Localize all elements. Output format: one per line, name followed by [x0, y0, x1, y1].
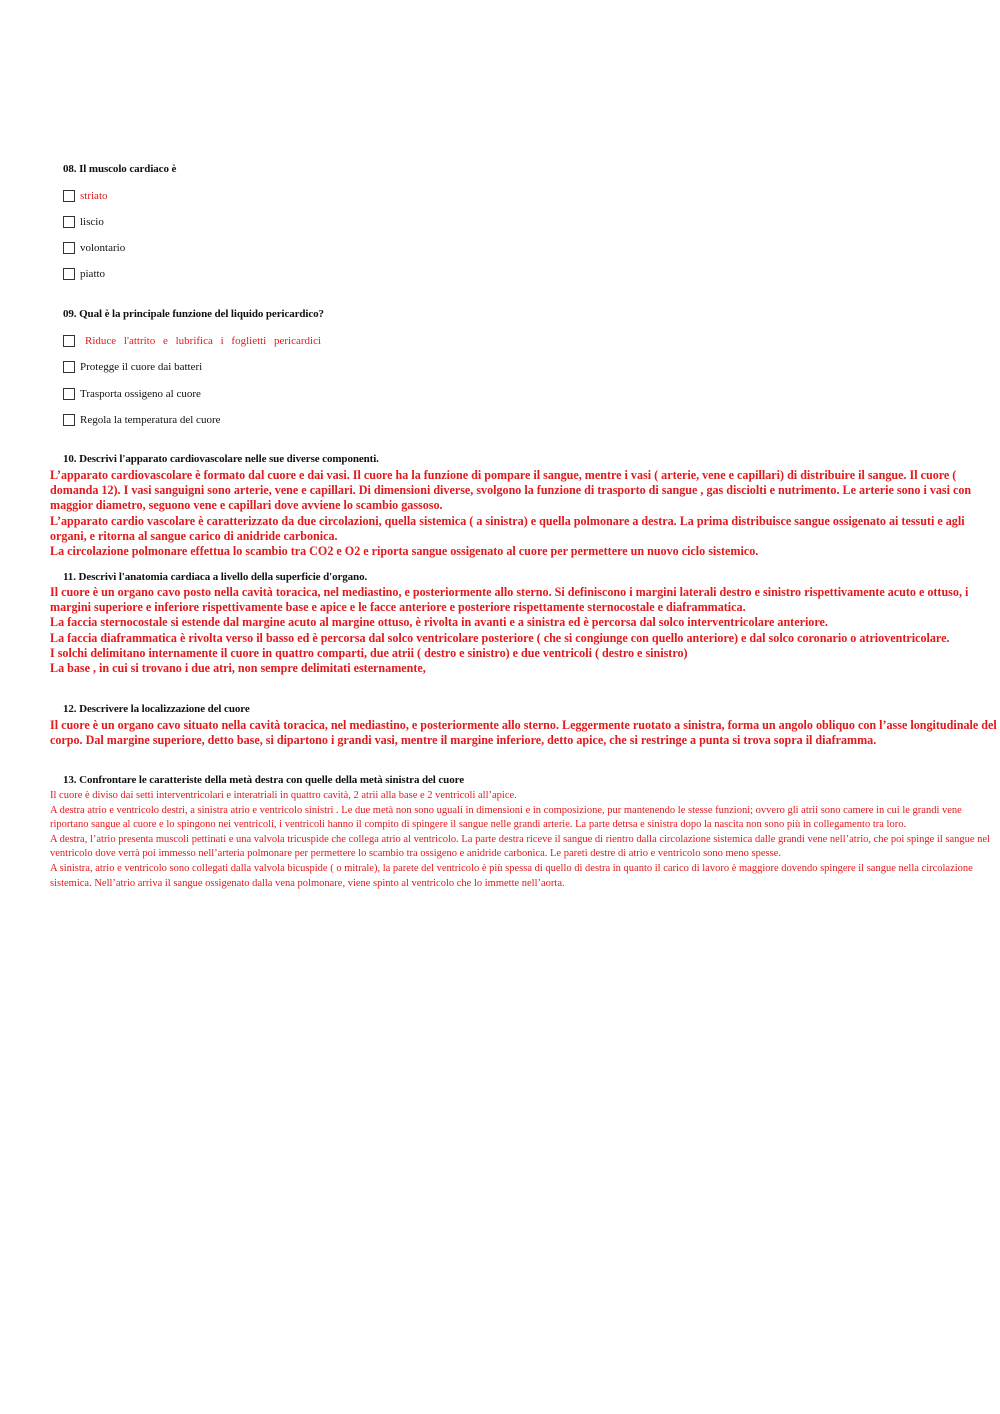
question-09-title: 09. Qual è la principale funzione del liquido pericardico?: [63, 308, 324, 320]
checkbox[interactable]: [63, 242, 75, 254]
option-label: striato: [80, 189, 108, 202]
checkbox[interactable]: [63, 190, 75, 202]
option-label: piatto: [80, 267, 106, 280]
answer-paragraph: A sinistra, atrio e ventricolo sono collegati dalla valvola bicuspide ( o mitrale), la parete del ventricolo è più spessa di quello di destra in quanto il carico di lavoro è maggiore dovendo spingere il sangue nella circolazione sistemica. Nell’atrio arriva il sangue ossigenato dalla vena polmonare, viene spinto al ventricolo che lo immette nell’aorta.: [50, 862, 973, 889]
option-label: volontario: [80, 241, 126, 254]
q8-option-piatto[interactable]: [63, 266, 105, 281]
checkbox[interactable]: [63, 335, 75, 347]
answer-paragraph: La circolazione polmonare effettua lo scambio tra CO2 e O2 e riporta sangue ossigenato al cuore per permettere un nuovo ciclo sistemico.: [50, 544, 759, 559]
option-label: Riduce l'attrito e lubrifica i foglietti pericardici: [85, 334, 322, 347]
q8-option-liscio[interactable]: [63, 214, 104, 229]
question-08-title: 08. Il muscolo cardiaco è: [63, 163, 177, 175]
answer-paragraph: Il cuore è diviso dai setti interventricolari e interatriali in quattro cavità, 2 atrii alla base e 2 ventricoli all’apice.: [50, 790, 517, 801]
option-label: liscio: [80, 215, 104, 228]
question-10-title: 10. Descrivi l'apparato cardiovascolare nelle sue diverse componenti.: [63, 453, 379, 465]
answer-12: [50, 718, 998, 748]
answer-paragraph: I solchi delimitano internamente il cuore in quattro comparti, due atrii ( destro e sinistro) e due ventricoli ( destro e sinistro): [50, 645, 688, 660]
answer-paragraph: La faccia sternocostale si estende dal margine acuto al margine ottuso, è rivolta in avanti e a sinistra ed è percorsa dal solco interventricolare anteriore.: [50, 615, 828, 630]
question-12-title: 12. Descrivere la localizzazione del cuore: [63, 703, 250, 715]
answer-paragraph: A destra, l’atrio presenta muscoli pettinati e una valvola tricuspide che collega atrio al ventricolo. La parte destra riceve il sangue di rientro dalla circolazione sistemica dalle grandi vene nell’atrio, che poi spinge il sangue nel ventricolo dove verrà poi immesso nell’arteria polmonare per permettere lo scambio tra ossigeno e anidride carbonica. Le pareti destre di atrio e ventricolo sono meno spesse.: [50, 833, 990, 860]
answer-paragraph: A destra atrio e ventricolo destri, a sinistra atrio e ventricolo sinistri . Le due metà non sono uguali in dimensioni e in composizione, pur mantenendo le stesse funzioni; ovvero gli atrii sono camere in cui le grandi vene riportano sangue al cuore e lo spingono nei ventricoli, i ventricoli hanno il compito di spingere il sangue nelle grandi arterie. La parte detrsa e sinistra dopo la nascita non sono più in collegamento tra loro.: [50, 804, 962, 831]
checkbox[interactable]: [63, 268, 75, 280]
checkbox[interactable]: [63, 388, 75, 400]
answer-paragraph: Il cuore è un organo cavo situato nella cavità toracica, nel mediastino, e posteriormente allo sterno. Leggermente ruotato a sinistra, forma un angolo obliquo con l’asse longitudinale del corpo. Dal margine superiore, detto base, si dipartono i grandi vasi, mentre il margine inferiore, detto apice, che si restringe a punta si trova sopra il diaframma.: [50, 718, 997, 748]
q9-option-protegge[interactable]: [63, 359, 202, 374]
option-label: Trasporta ossigeno al cuore: [80, 387, 201, 400]
answer-10: [50, 468, 998, 559]
answer-paragraph: Il cuore è un organo cavo posto nella cavità toracica, nel mediastino, e posteriormente allo sterno. Si definiscono i margini laterali destro e sinistro rispettivamente acuto e ottuso, i margini superiore e inferiore rispettivamente base e apice e le facce anteriore e posteriore rispettamente sternocostale e diaframmatica.: [50, 585, 969, 615]
option-label: Protegge il cuore dai batteri: [80, 360, 203, 373]
answer-11: [50, 585, 998, 676]
question-13-title: 13. Confrontare le caratteriste della metà destra con quelle della metà sinistra del cuore: [63, 774, 464, 786]
q9-option-trasporta[interactable]: [63, 386, 201, 401]
q8-option-volontario[interactable]: [63, 240, 125, 255]
q9-option-regola[interactable]: [63, 412, 221, 427]
option-label: Regola la temperatura del cuore: [80, 413, 221, 426]
answer-paragraph: L’apparato cardio vascolare è caratterizzato da due circolazioni, quella sistemica ( a sinistra) e quella polmonare a destra. La prima distribuisce sangue ossigenato ai tessuti e agli organi, e ritorna al sangue carico di anidride carbonica.: [50, 513, 965, 543]
q9-option-riduce-attrito[interactable]: [63, 333, 321, 348]
answer-13: [50, 789, 998, 891]
q8-option-striato[interactable]: [63, 188, 108, 203]
checkbox[interactable]: [63, 414, 75, 426]
answer-paragraph: L’apparato cardiovascolare è formato dal cuore e dai vasi. Il cuore ha la funzione di pompare il sangue, mentre i vasi ( arterie, vene e capillari) di distribuire il sangue. Il cuore ( domanda 12). I vasi sanguigni sono arterie, vene e capillari. Di dimensioni diverse, svolgono la funzione di trasporto di sangue , gas disciolti e nutrimento. Le arterie sono i vasi con maggior diametro, seguono vene e capillari dove avviene lo scambio gassoso.: [50, 468, 972, 513]
checkbox[interactable]: [63, 361, 75, 373]
answer-paragraph: La faccia diaframmatica è rivolta verso il basso ed è percorsa dal solco ventricolare posteriore ( che si congiunge con quello anteriore) e dal solco coronario o atrioventricolare.: [50, 630, 950, 645]
answer-paragraph: La base , in cui si trovano i due atri, non sempre delimitati esternamente,: [50, 661, 426, 676]
question-11-title: 11. Descrivi l'anatomia cardiaca a livello della superficie d'organo.: [63, 571, 368, 583]
checkbox[interactable]: [63, 216, 75, 228]
